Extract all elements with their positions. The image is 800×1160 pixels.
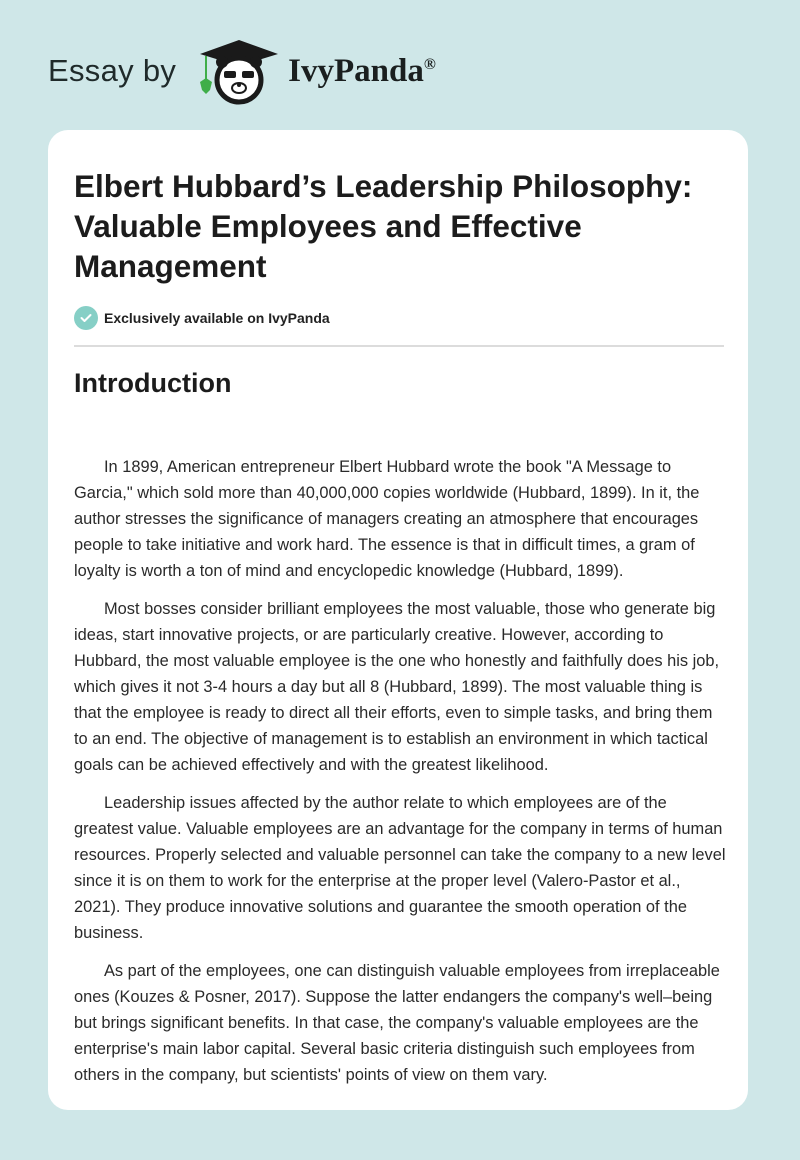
brand-name[interactable]: [288, 53, 436, 90]
check-icon: [74, 306, 98, 330]
brand-text: IvyPanda: [288, 52, 424, 89]
registered-mark: ®: [423, 55, 436, 73]
section-heading: Introduction: [74, 368, 232, 398]
paragraph: As part of the employees, one can distinguish valuable employees from irreplaceable ones (Kouzes & Posner, 2017). Suppose the latter endangers the company's well–being but brings significant benefits. In that case, the company's valuable employees are the enterprise's main labor capital. Several basic criteria distinguish such employees from others in the company, but scientists' points of view on them vary.: [74, 962, 720, 1084]
essay-body: [74, 454, 726, 1100]
essay-by-label: Essay by: [48, 53, 177, 88]
ivypanda-logo-icon[interactable]: [194, 36, 284, 106]
divider: [74, 345, 724, 347]
site-header: [48, 36, 436, 106]
paragraph: In 1899, American entrepreneur Elbert Hubbard wrote the book "A Message to Garcia," which sold more than 40,000,000 copies worldwide (Hubbard, 1899). In it, the author stresses the significance of managers creating an atmosphere that encourages people to take initiative and work hard. The essence is that in difficult times, a gram of loyalty is worth a ton of mind and encyclopedic knowledge (Hubbard, 1899).: [74, 458, 700, 580]
essay-title: Elbert Hubbard’s Leadership Philosophy: Valuable Employees and Effective Management: [74, 168, 693, 284]
exclusive-badge: [74, 306, 330, 330]
badge-text: Exclusively available on IvyPanda: [104, 310, 330, 326]
paragraph: Most bosses consider brilliant employees the most valuable, those who generate big ideas, start innovative projects, or are particularly creative. However, according to Hubbard, the most valuable employee is the one who honestly and faithfully does his job, which gives it not 3-4 hours a day but all 8 (Hubbard, 1899). The most valuable thing is that the employee is ready to direct all their efforts, even to simple tasks, and bring them to an end. The objective of management is to establish an environment in which tactical goals can be achieved effectively and with the greatest likelihood.: [74, 600, 720, 774]
paragraph: Leadership issues affected by the author relate to which employees are of the greatest value. Valuable employees are an advantage for the company in terms of human resources. Properly selected and valuable personnel can take the company to a new level since it is on them to work for the enterprise at the proper level (Valero-Pastor et al., 2021). They produce innovative solutions and guarantee the smooth operation of the business.: [74, 794, 726, 942]
essay-card: [48, 130, 748, 1110]
